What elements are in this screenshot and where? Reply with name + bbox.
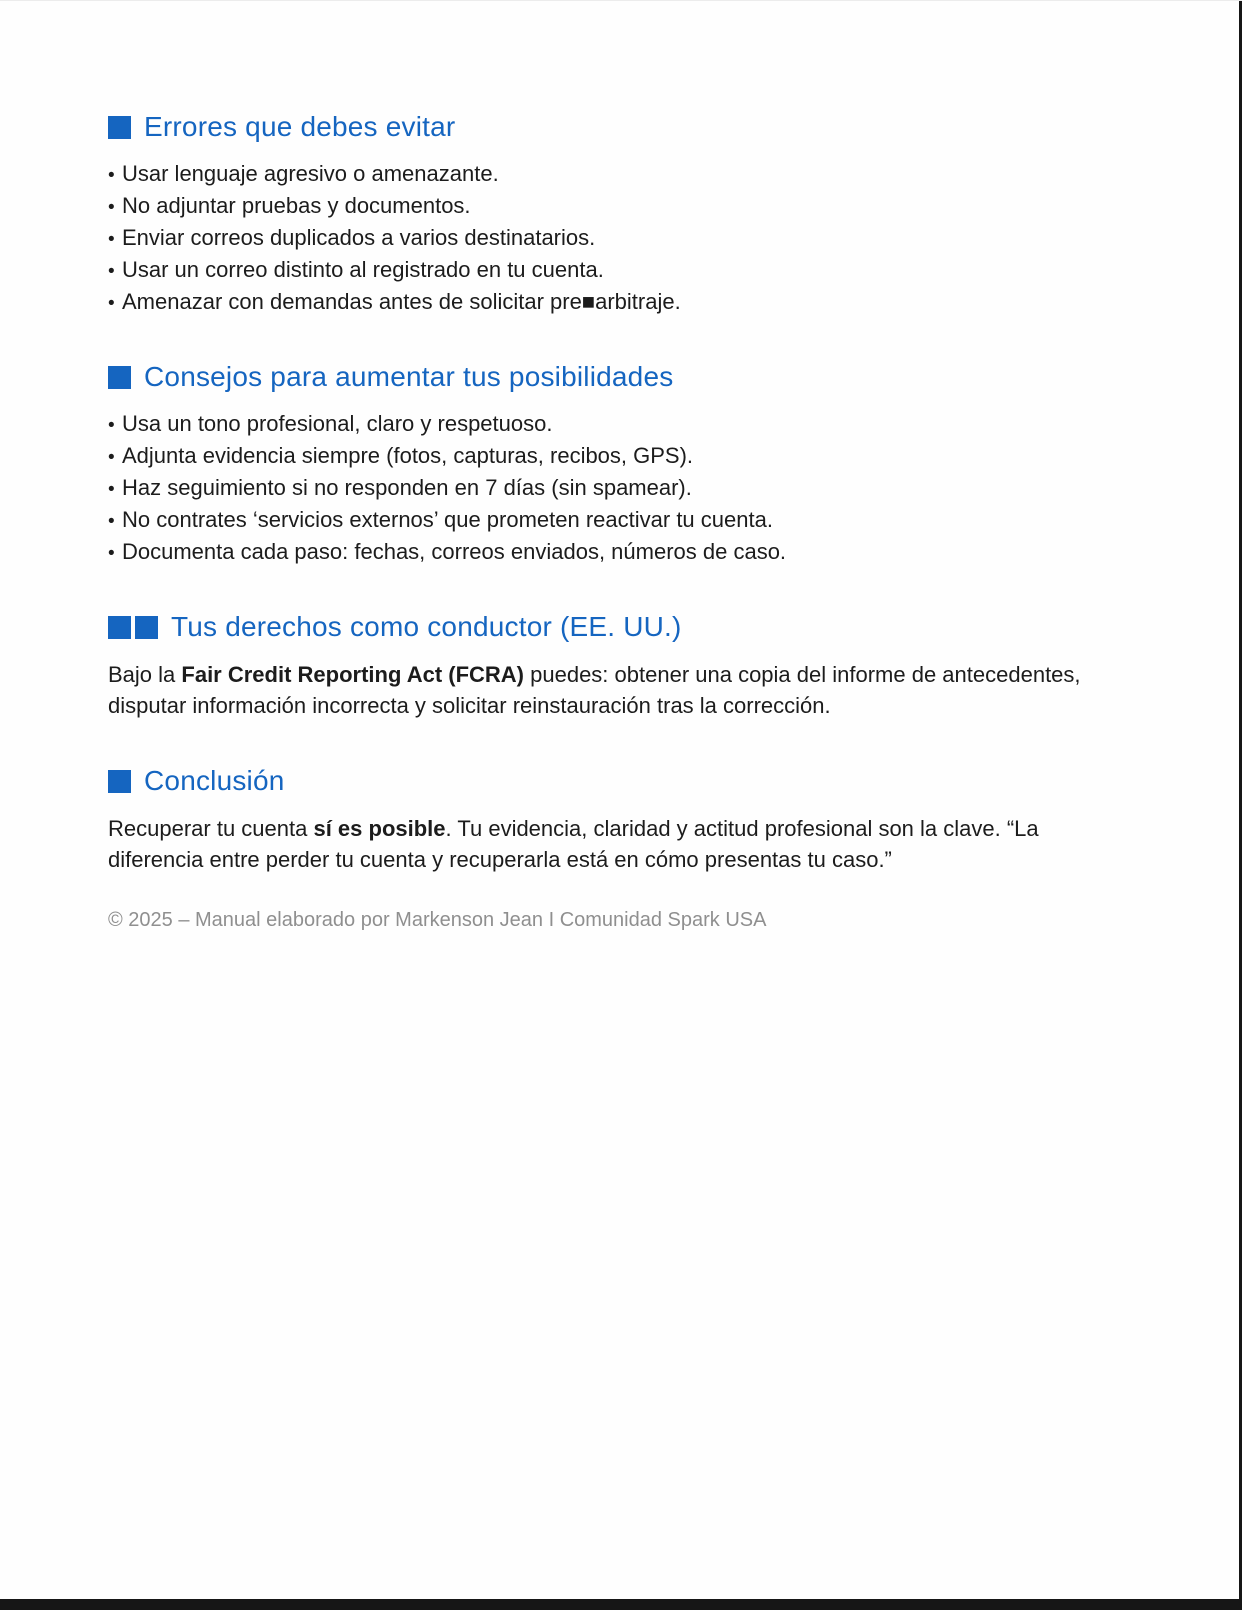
blue-square-icon bbox=[108, 366, 131, 389]
document-content bbox=[108, 112, 1140, 933]
bullet-icon: • bbox=[108, 543, 115, 564]
section-paragraph bbox=[108, 659, 1123, 721]
list-item bbox=[108, 159, 1140, 191]
section-heading bbox=[108, 362, 1140, 392]
bullet-icon: • bbox=[108, 447, 115, 468]
list-item-text: Usar lenguaje agresivo o amenazante. bbox=[122, 161, 499, 186]
heading-markers bbox=[108, 116, 131, 139]
bullet-icon: • bbox=[108, 197, 115, 218]
list-item-text: Documenta cada paso: fechas, correos enviados, números de caso. bbox=[122, 539, 787, 564]
section-heading-text: Errores que debes evitar bbox=[144, 111, 456, 142]
bullet-list bbox=[108, 159, 1140, 319]
page-edge-bottom bbox=[0, 1599, 1242, 1610]
paragraph-text: puedes: obtener una copia del informe de antecedentes, disputar información incorrecta y solicitar reinstauración tras la corrección. bbox=[108, 662, 1081, 718]
section-derechos bbox=[108, 612, 1140, 721]
paragraph-text: Recuperar tu cuenta bbox=[108, 816, 314, 841]
blue-square-icon bbox=[135, 616, 158, 639]
list-item bbox=[108, 191, 1140, 223]
section-errores bbox=[108, 112, 1140, 319]
section-paragraph bbox=[108, 813, 1123, 875]
bullet-icon: • bbox=[108, 229, 115, 250]
bullet-list bbox=[108, 409, 1140, 569]
copyright-footer: © 2025 – Manual elaborado por Markenson Jean I Comunidad Spark USA bbox=[108, 909, 767, 931]
list-item bbox=[108, 537, 1140, 569]
bullet-icon: • bbox=[108, 479, 115, 500]
blue-square-icon bbox=[108, 116, 131, 139]
heading-markers bbox=[108, 366, 131, 389]
section-heading bbox=[108, 112, 1140, 142]
bullet-icon: • bbox=[108, 415, 115, 436]
blue-square-icon bbox=[108, 616, 131, 639]
heading-markers bbox=[108, 770, 131, 793]
list-item-text: Usar un correo distinto al registrado en tu cuenta. bbox=[122, 257, 604, 282]
heading-markers bbox=[108, 616, 158, 639]
list-item bbox=[108, 223, 1140, 255]
paragraph-bold-text: Fair Credit Reporting Act (FCRA) bbox=[181, 662, 525, 687]
bullet-icon: • bbox=[108, 293, 115, 314]
list-item-text: No contrates ‘servicios externos’ que prometen reactivar tu cuenta. bbox=[122, 507, 773, 532]
section-heading-text: Conclusión bbox=[144, 765, 285, 796]
list-item bbox=[108, 505, 1140, 537]
list-item-text: Adjunta evidencia siempre (fotos, capturas, recibos, GPS). bbox=[122, 443, 694, 468]
section-heading bbox=[108, 612, 1140, 642]
section-heading-text: Consejos para aumentar tus posibilidades bbox=[144, 361, 674, 392]
paragraph-bold-text: sí es posible bbox=[313, 816, 446, 841]
bullet-icon: • bbox=[108, 165, 115, 186]
bullet-icon: • bbox=[108, 511, 115, 532]
section-consejos bbox=[108, 362, 1140, 569]
list-item-text: Amenazar con demandas antes de solicitar pre■arbitraje. bbox=[122, 289, 681, 314]
list-item-text: Haz seguimiento si no responden en 7 días (sin spamear). bbox=[122, 475, 692, 500]
list-item bbox=[108, 287, 1140, 319]
list-item bbox=[108, 473, 1140, 505]
list-item bbox=[108, 409, 1140, 441]
list-item-text: No adjuntar pruebas y documentos. bbox=[122, 193, 471, 218]
section-conclusion bbox=[108, 766, 1140, 875]
list-item-text: Enviar correos duplicados a varios destinatarios. bbox=[122, 225, 596, 250]
list-item bbox=[108, 441, 1140, 473]
paragraph-text: . Tu evidencia, claridad y actitud profesional son la clave. “La diferencia entre perder tu cuenta y recuperarla está en cómo presentas tu caso.” bbox=[108, 816, 1039, 872]
blue-square-icon bbox=[108, 770, 131, 793]
paragraph-text: Bajo la bbox=[108, 662, 182, 687]
list-item bbox=[108, 255, 1140, 287]
list-item-text: Usa un tono profesional, claro y respetuoso. bbox=[122, 411, 553, 436]
section-heading bbox=[108, 766, 1140, 796]
section-heading-text: Tus derechos como conductor (EE. UU.) bbox=[171, 611, 682, 642]
bullet-icon: • bbox=[108, 261, 115, 282]
